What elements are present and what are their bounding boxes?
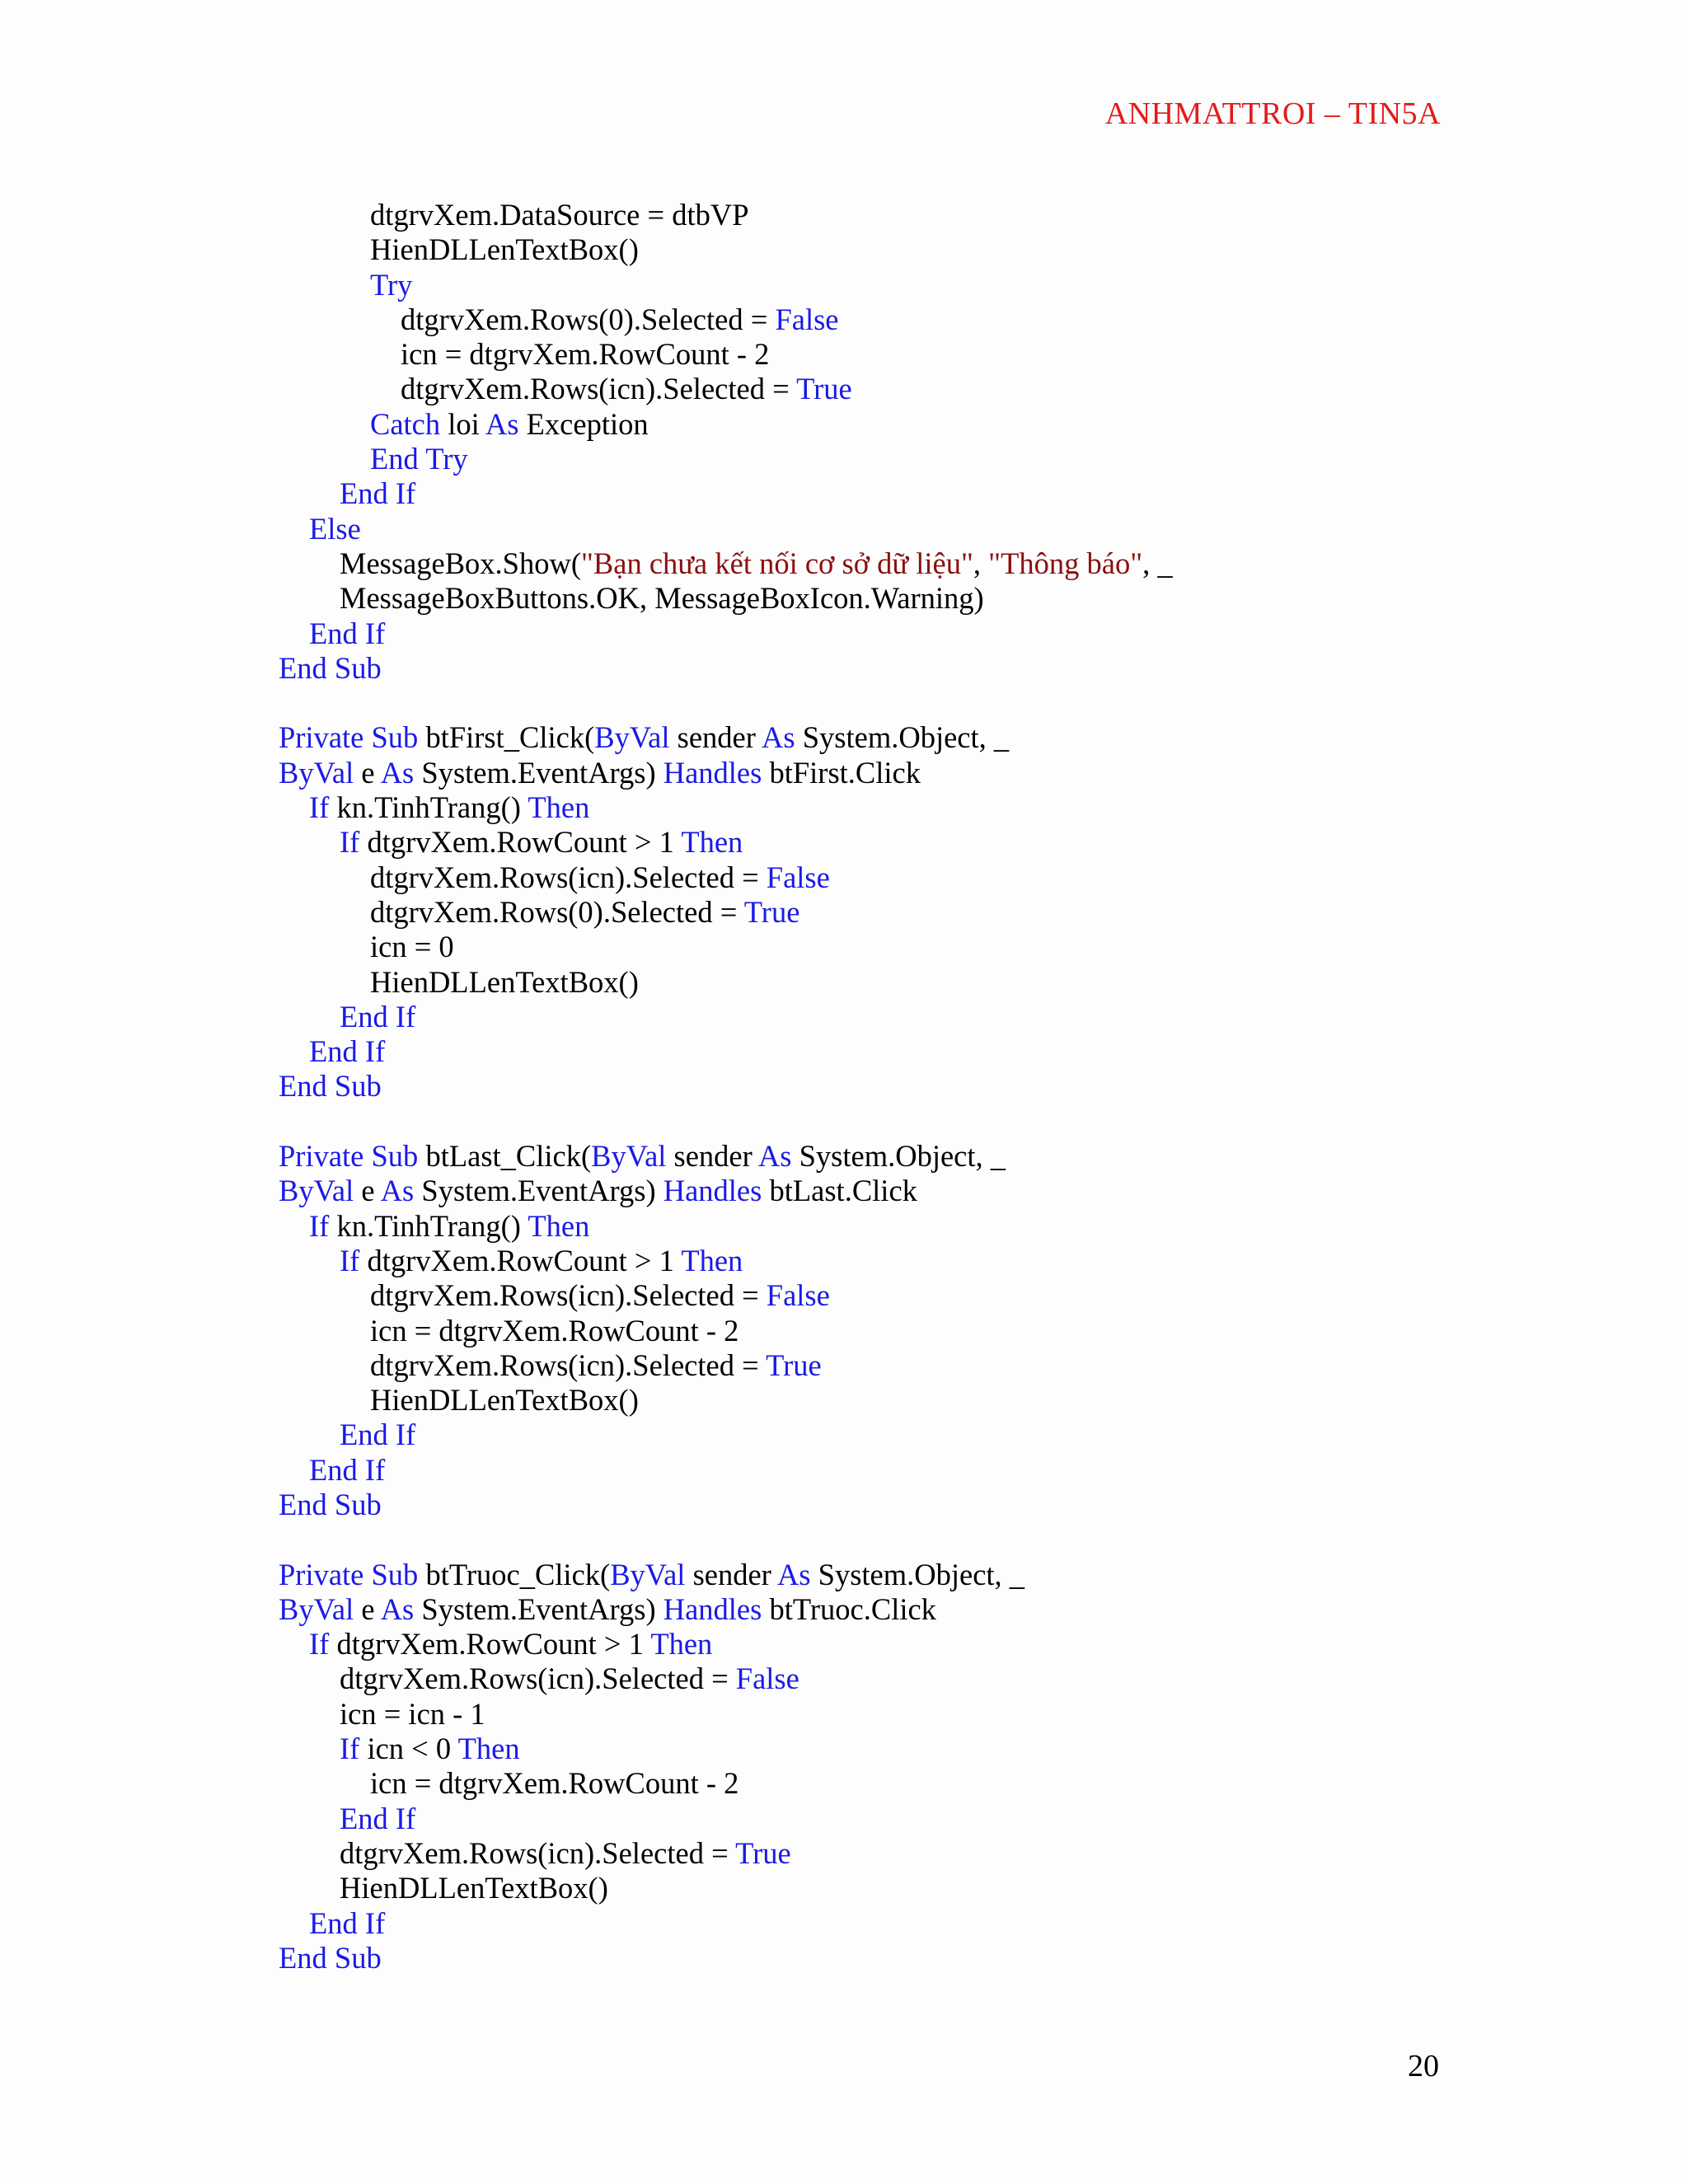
code-text: System.Object, _ (810, 1557, 1025, 1591)
code-text: dtgrvXem.DataSource = dtbVP (370, 198, 749, 232)
code-keyword: End If (309, 1905, 386, 1940)
code-line (279, 1627, 1515, 1661)
code-line (279, 268, 1515, 302)
code-text: e (354, 755, 381, 790)
code-keyword: End Sub (279, 650, 382, 685)
code-text: System.EventArgs) (414, 755, 663, 790)
code-line (279, 965, 1515, 1000)
code-keyword: End If (340, 476, 416, 511)
code-text: HienDLLenTextBox() (340, 1871, 608, 1905)
code-text: dtgrvXem.Rows(0).Selected = (401, 302, 776, 336)
code-line (279, 825, 1515, 860)
code-line (279, 1592, 1515, 1627)
code-line (279, 476, 1515, 511)
code-line (279, 1000, 1515, 1034)
code-text: icn = dtgrvXem.RowCount - 2 (370, 1313, 739, 1347)
code-line (279, 1453, 1515, 1488)
code-line (279, 337, 1515, 372)
code-keyword: End Try (370, 442, 468, 476)
code-keyword: Then (528, 1208, 590, 1243)
code-text: icn = 0 (370, 930, 454, 964)
code-keyword: ByVal (610, 1557, 686, 1591)
code-line (279, 407, 1515, 442)
code-keyword: Catch (370, 406, 441, 441)
code-line (279, 790, 1515, 825)
code-keyword: Then (681, 1243, 743, 1277)
code-keyword: True (735, 1835, 791, 1870)
code-text: sender (685, 1557, 777, 1591)
code-line (279, 1488, 1515, 1522)
code-keyword: ByVal (279, 1174, 354, 1208)
code-keyword: Else (309, 511, 361, 546)
code-text: btFirst_Click( (418, 720, 595, 755)
code-text: icn = dtgrvXem.RowCount - 2 (370, 1766, 739, 1801)
code-line (279, 1383, 1515, 1418)
code-keyword: True (743, 894, 800, 929)
code-keyword: Then (528, 790, 590, 825)
code-line (279, 756, 1515, 790)
code-line (279, 302, 1515, 337)
code-line (279, 1661, 1515, 1696)
code-keyword: True (766, 1347, 822, 1382)
code-line (279, 1034, 1515, 1069)
code-keyword: As (776, 1557, 811, 1591)
code-line (279, 1906, 1515, 1941)
code-text: dtgrvXem.RowCount > 1 (359, 825, 682, 860)
code-text: HienDLLenTextBox() (370, 232, 639, 267)
code-keyword: ByVal (591, 1139, 667, 1174)
code-keyword: End If (309, 1034, 386, 1069)
page-header: ANHMATTROI – TIN5A (1104, 96, 1441, 131)
code-keyword: If (309, 1208, 330, 1243)
code-keyword: End Sub (279, 1487, 382, 1521)
code-text: , (973, 546, 989, 580)
code-text: dtgrvXem.Rows(icn).Selected = (401, 372, 797, 406)
code-keyword: Handles (663, 1174, 762, 1208)
code-text: sender (666, 1139, 758, 1174)
code-text: kn.TinhTrang() (329, 790, 528, 825)
code-keyword: End If (340, 999, 416, 1033)
code-line (279, 581, 1515, 616)
code-keyword: Private Sub (279, 1139, 419, 1174)
code-line (279, 372, 1515, 406)
code-text: HienDLLenTextBox() (370, 964, 639, 999)
code-keyword: Private Sub (279, 720, 419, 755)
code-text: dtgrvXem.Rows(icn).Selected = (340, 1661, 736, 1696)
code-line (279, 442, 1515, 476)
code-string: "Thông báo" (988, 546, 1143, 580)
code-line (279, 1836, 1515, 1871)
code-text: btLast.Click (762, 1174, 917, 1208)
code-text: loi (440, 406, 485, 441)
code-text: dtgrvXem.RowCount > 1 (329, 1627, 651, 1661)
code-keyword: ByVal (279, 755, 354, 790)
code-keyword: If (340, 825, 360, 860)
code-text: System.Object, _ (795, 720, 1010, 755)
code-keyword: End Sub (279, 1940, 382, 1975)
code-line (279, 1244, 1515, 1278)
code-keyword: Handles (663, 1591, 762, 1626)
code-keyword: Then (457, 1732, 520, 1766)
code-line (279, 1139, 1515, 1174)
code-text: HienDLLenTextBox() (370, 1383, 639, 1418)
code-listing (279, 198, 1515, 1975)
code-line (279, 1209, 1515, 1244)
code-keyword: End If (340, 1418, 416, 1452)
code-text: icn = icn - 1 (340, 1696, 485, 1731)
code-keyword: As (762, 720, 795, 755)
code-text: MessageBoxButtons.OK, MessageBoxIcon.Warning) (340, 581, 984, 616)
code-text: btFirst.Click (762, 755, 921, 790)
code-text: btTruoc.Click (762, 1591, 936, 1626)
code-keyword: ByVal (594, 720, 670, 755)
code-keyword: End If (309, 1452, 386, 1487)
code-keyword: Then (681, 825, 743, 860)
code-line (279, 930, 1515, 964)
code-line (279, 198, 1515, 232)
code-line (279, 232, 1515, 267)
code-keyword: Private Sub (279, 1557, 419, 1591)
code-text: dtgrvXem.Rows(icn).Selected = (370, 1347, 767, 1382)
code-keyword: End Sub (279, 1069, 382, 1104)
code-text: icn = dtgrvXem.RowCount - 2 (401, 337, 770, 372)
code-text: System.EventArgs) (414, 1174, 663, 1208)
code-keyword: End If (309, 616, 386, 650)
code-text: sender (669, 720, 762, 755)
code-line (279, 1558, 1515, 1592)
code-keyword: Try (370, 267, 413, 302)
code-line (279, 512, 1515, 546)
code-line (279, 1174, 1515, 1208)
code-keyword: Then (650, 1627, 713, 1661)
code-text: dtgrvXem.Rows(0).Selected = (370, 894, 744, 929)
code-text: System.Object, _ (791, 1139, 1006, 1174)
code-line (279, 546, 1515, 581)
code-text: MessageBox.Show( (340, 546, 581, 580)
code-keyword: As (485, 406, 519, 441)
code-text: e (354, 1174, 381, 1208)
code-keyword: If (309, 790, 330, 825)
code-keyword: If (340, 1243, 360, 1277)
code-line (279, 1278, 1515, 1313)
code-text: Exception (518, 406, 649, 441)
code-line (279, 1069, 1515, 1104)
code-text: dtgrvXem.Rows(icn).Selected = (370, 1278, 767, 1313)
code-keyword: False (735, 1661, 799, 1696)
code-line (279, 1314, 1515, 1348)
page-number: 20 (1408, 2049, 1439, 2083)
code-keyword: As (757, 1139, 792, 1174)
code-line (279, 1766, 1515, 1801)
code-text: kn.TinhTrang() (329, 1208, 528, 1243)
code-text: , _ (1142, 546, 1173, 580)
code-line (279, 720, 1515, 755)
code-keyword: False (775, 302, 839, 336)
code-line (279, 1871, 1515, 1905)
code-keyword: False (766, 860, 830, 894)
code-line (279, 860, 1515, 895)
code-blank-line (279, 1104, 1515, 1139)
code-text: btTruoc_Click( (418, 1557, 611, 1591)
code-line (279, 895, 1515, 930)
code-line (279, 651, 1515, 686)
code-line (279, 616, 1515, 651)
code-keyword: End If (340, 1801, 416, 1835)
code-keyword: As (380, 1591, 415, 1626)
code-text: btLast_Click( (418, 1139, 592, 1174)
code-line (279, 1418, 1515, 1452)
code-text: dtgrvXem.Rows(icn).Selected = (370, 860, 767, 894)
code-keyword: True (796, 372, 852, 406)
code-line (279, 1941, 1515, 1975)
code-line (279, 1697, 1515, 1732)
code-line (279, 1348, 1515, 1383)
code-text: icn < 0 (359, 1732, 458, 1766)
code-string: "Bạn chưa kết nối cơ sở dữ liệu" (581, 546, 973, 580)
code-line (279, 1802, 1515, 1836)
code-text: dtgrvXem.RowCount > 1 (359, 1243, 682, 1277)
code-keyword: As (380, 755, 415, 790)
code-text: dtgrvXem.Rows(icn).Selected = (340, 1835, 736, 1870)
code-keyword: False (766, 1278, 830, 1313)
code-text: e (354, 1591, 381, 1626)
code-keyword: Handles (663, 755, 762, 790)
code-blank-line (279, 686, 1515, 720)
code-line (279, 1732, 1515, 1766)
code-keyword: As (380, 1174, 415, 1208)
code-text: System.EventArgs) (414, 1591, 663, 1626)
code-blank-line (279, 1522, 1515, 1557)
code-keyword: ByVal (279, 1591, 354, 1626)
code-keyword: If (340, 1732, 360, 1766)
code-keyword: If (309, 1627, 330, 1661)
